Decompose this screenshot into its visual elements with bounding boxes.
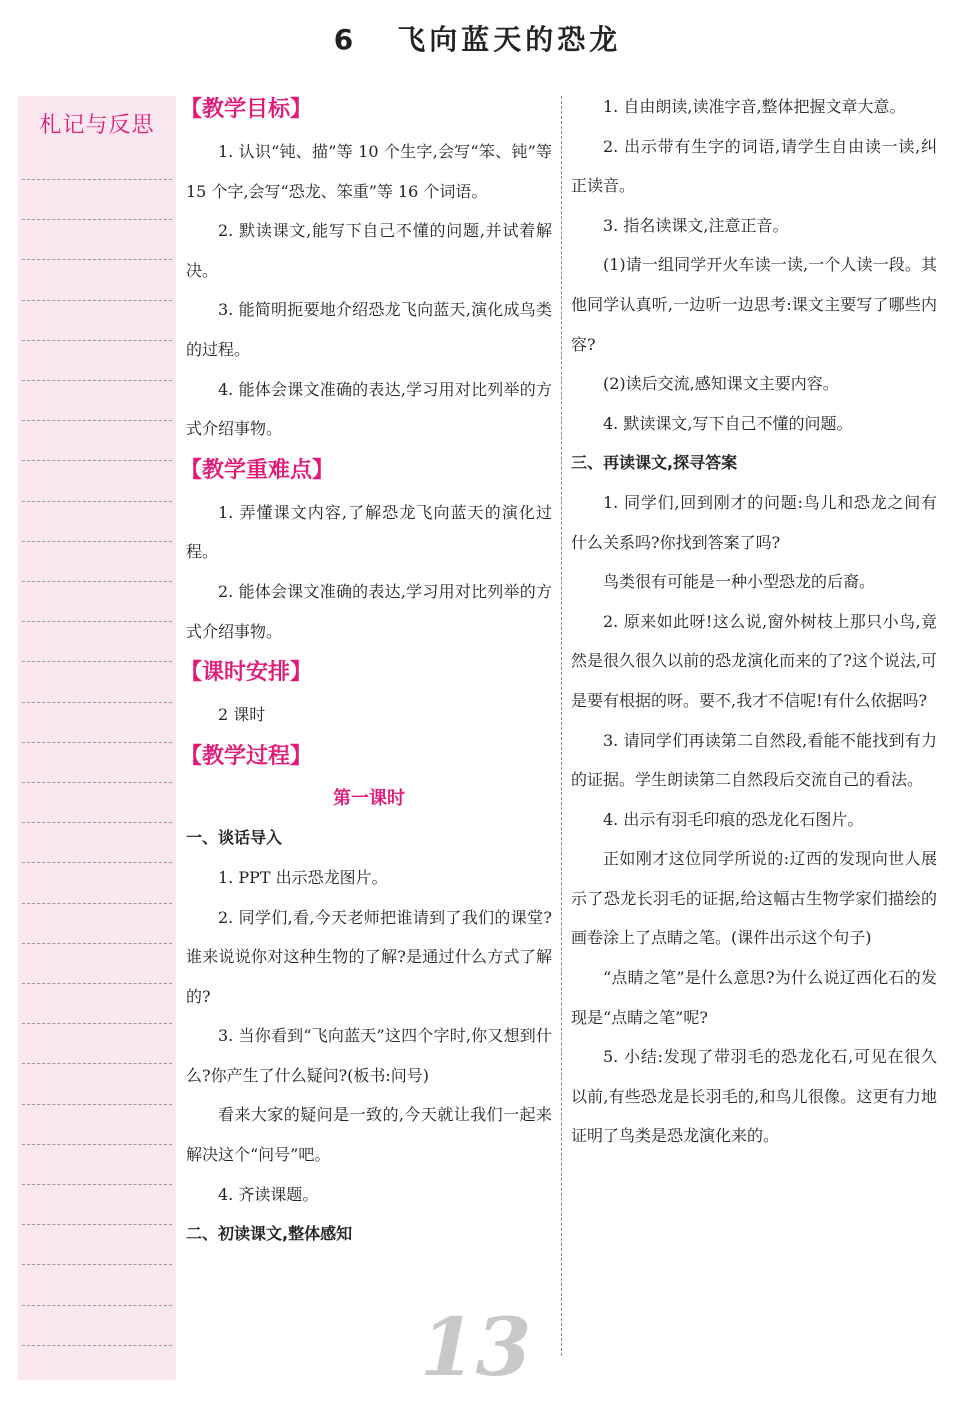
sidebar-title: 札记与反思 xyxy=(39,113,155,138)
paragraph: 1. 自由朗读,读准字音,整体把握文章大意。 xyxy=(603,97,906,116)
paragraph: 4. 默读课文,写下自己不懂的问题。 xyxy=(603,413,853,433)
note-line xyxy=(22,903,172,904)
paragraph: 2. 出示带有生字的词语,请学生自由读一读,纠正读音。 xyxy=(571,136,937,196)
note-line xyxy=(22,702,172,703)
paragraph: 2. 原来如此呀!这么说,窗外树枝上那只小鸟,竟然是很久很久以前的恐龙演化而来的了?这个说法,可是要有根据的呀。要不,我才不信呢!有什么依据吗? xyxy=(571,611,937,710)
left-column xyxy=(180,88,552,1254)
note-line xyxy=(22,742,172,743)
section-heading-key-points: 【教学重难点】 xyxy=(180,457,335,483)
note-line xyxy=(22,983,172,984)
paragraph: (2)读后交流,感知课文主要内容。 xyxy=(603,374,839,394)
part-heading: 一、谈话导入 xyxy=(186,828,283,848)
note-line xyxy=(22,1023,172,1024)
paragraph: 1. 同学们,回到刚才的问题:鸟儿和恐龙之间有什么关系吗?你找到答案了吗? xyxy=(571,492,937,552)
section-heading-goals: 【教学目标】 xyxy=(180,97,313,122)
note-line xyxy=(22,862,172,863)
paragraph: 看来大家的疑问是一致的,今天就让我们一起来解决这个“问号”吧。 xyxy=(186,1105,552,1165)
note-line xyxy=(22,259,172,260)
note-line xyxy=(22,300,172,301)
note-line xyxy=(22,219,172,220)
paragraph: 3. 请同学们再读第二自然段,看能不能找到有力的证据。学生朗读第二自然段后交流自己的看法。 xyxy=(571,730,937,790)
section-heading-process: 【教学过程】 xyxy=(180,743,313,769)
column-divider xyxy=(561,96,562,1356)
page-title xyxy=(0,18,955,58)
paragraph: 3. 当你看到“飞向蓝天”这四个字时,你又想到什么?你产生了什么疑问?(板书:问号) xyxy=(186,1026,552,1085)
note-line xyxy=(22,460,172,461)
paragraph: (1)请一组同学开火车读一读,一个人读一段。其他同学认真听,一边听一边思考:课文主要写了哪些内容? xyxy=(571,255,937,354)
key-point-item: 2. 能体会课文准确的表达,学习用对比列举的方式介绍事物。 xyxy=(186,581,552,641)
note-line xyxy=(22,782,172,783)
note-line xyxy=(22,501,172,502)
paragraph: 正如刚才这位同学所说的:辽西的发现向世人展示了恐龙长羽毛的证据,给这幅古生物学家们描绘的画卷涂上了点睛之笔。(课件出示这个句子) xyxy=(571,849,937,948)
paragraph: 5. 小结:发现了带羽毛的恐龙化石,可见在很久以前,有些恐龙是长羽毛的,和鸟儿很像。这更有力地证明了鸟类是恐龙演化来的。 xyxy=(571,1047,937,1146)
paragraph: 4. 齐读课题。 xyxy=(218,1184,319,1204)
paragraph: 2. 同学们,看,今天老师把谁请到了我们的课堂?谁来说说你对这种生物的了解?是通过什么方式了解的? xyxy=(186,907,552,1006)
note-line xyxy=(22,1063,172,1064)
right-column xyxy=(571,87,937,1156)
note-line xyxy=(22,1144,172,1145)
lesson-number: 6 xyxy=(333,23,358,56)
note-line xyxy=(22,943,172,944)
page-number: 13 xyxy=(420,1300,532,1394)
section-heading-hours: 【课时安排】 xyxy=(180,660,313,686)
note-line xyxy=(22,1224,172,1225)
hours-text: 2 课时 xyxy=(218,705,266,725)
note-line xyxy=(22,340,172,341)
paragraph: “点睛之笔”是什么意思?为什么说辽西化石的发现是“点睛之笔”呢? xyxy=(571,968,937,1027)
lesson-title: 飞向蓝天的恐龙 xyxy=(397,23,622,56)
note-line xyxy=(22,179,172,180)
notes-sidebar xyxy=(18,96,176,1380)
key-point-item: 1. 弄懂课文内容,了解恐龙飞向蓝天的演化过程。 xyxy=(186,502,552,562)
note-line xyxy=(22,581,172,582)
part-heading: 三、再读课文,探寻答案 xyxy=(571,453,738,473)
note-line xyxy=(22,1184,172,1185)
goal-item: 3. 能简明扼要地介绍恐龙飞向蓝天,演化成鸟类的过程。 xyxy=(186,300,552,359)
goal-item: 4. 能体会课文准确的表达,学习用对比列举的方式介绍事物。 xyxy=(186,379,552,439)
note-line xyxy=(22,420,172,421)
note-line xyxy=(22,1345,172,1346)
goal-item: 2. 默读课文,能写下自己不懂的问题,并试着解决。 xyxy=(186,221,552,280)
lesson-one-heading: 第一课时 xyxy=(333,787,405,809)
note-line xyxy=(22,1305,172,1306)
goal-item: 1. 认识“钝、描”等 10 个生字,会写“笨、钝”等 15 个字,会写“恐龙、笨重”等 16 个词语。 xyxy=(186,142,552,201)
paragraph: 4. 出示有羽毛印痕的恐龙化石图片。 xyxy=(603,809,864,829)
part-heading: 二、初读课文,整体感知 xyxy=(186,1224,353,1244)
paragraph: 鸟类很有可能是一种小型恐龙的后裔。 xyxy=(603,572,876,592)
note-line xyxy=(22,1104,172,1105)
note-line xyxy=(22,822,172,823)
note-line xyxy=(22,380,172,381)
note-line xyxy=(22,1264,172,1265)
note-line xyxy=(22,541,172,542)
paragraph: 3. 指名读课文,注意正音。 xyxy=(603,215,789,235)
paragraph: 1. PPT 出示恐龙图片。 xyxy=(218,867,388,887)
note-line xyxy=(22,621,172,622)
note-line xyxy=(22,661,172,662)
